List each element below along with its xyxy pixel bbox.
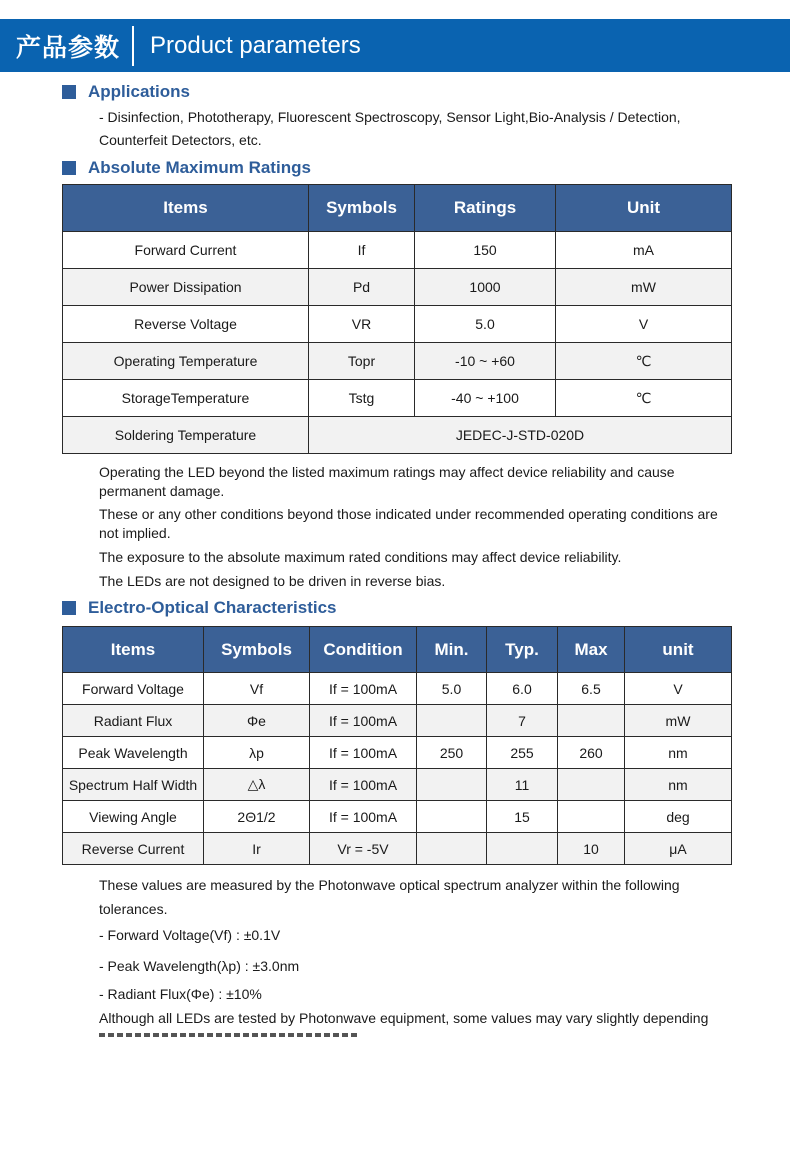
table-row [63,769,732,801]
clipped-text-strip [99,1033,359,1037]
eoc-max: 10 [558,833,625,865]
header-banner [0,19,790,72]
table-row [63,833,732,865]
tolerance-forward-voltage: - Forward Voltage(Vf) : ±0.1V [99,927,281,943]
tolerance-radiant-flux: - Radiant Flux(Φe) : ±10% [99,986,262,1002]
eoc-header-row [63,627,732,673]
eoc-typ: 11 [487,769,558,801]
square-bullet-icon [62,85,76,99]
applications-heading [62,82,190,102]
eoc-symbol: △λ [204,769,310,801]
table-row [63,343,732,380]
eoc-symbol: λp [204,737,310,769]
amr-solder-value: JEDEC-J-STD-020D [309,417,732,454]
amr-item: Operating Temperature [63,343,309,380]
amr-rating: 150 [415,232,556,269]
eoc-unit: nm [625,769,732,801]
amr-symbol: Tstg [309,380,415,417]
amr-heading [62,158,311,178]
table-row [63,417,732,454]
eoc-symbol: Vf [204,673,310,705]
amr-table [62,184,732,454]
applications-line-1: - Disinfection, Phototherapy, Fluorescent Spectroscopy, Sensor Light,Bio-Analysis / Detection, [99,109,681,125]
eoc-unit: nm [625,737,732,769]
eoc-symbol: 2Θ1/2 [204,801,310,833]
eoc-note-last: Although all LEDs are tested by Photonwave equipment, some values may vary slightly depending [99,1010,709,1026]
eoc-max [558,801,625,833]
banner-title-en: Product parameters [150,31,361,59]
eoc-item: Spectrum Half Width [63,769,204,801]
amr-col-unit: Unit [556,185,732,232]
eoc-min [417,801,487,833]
amr-note-2: These or any other conditions beyond those indicated under recommended operating conditions are not implied. [99,506,718,541]
eoc-condition: If = 100mA [310,769,417,801]
amr-symbol: If [309,232,415,269]
eoc-min: 5.0 [417,673,487,705]
amr-header-row [63,185,732,232]
eoc-item: Peak Wavelength [63,737,204,769]
amr-rating: 1000 [415,269,556,306]
amr-unit: mW [556,269,732,306]
eoc-col-items: Items [63,627,204,673]
eoc-item: Viewing Angle [63,801,204,833]
amr-unit: V [556,306,732,343]
table-row [63,673,732,705]
clipped-text-fragment [99,1033,359,1037]
amr-item: Forward Current [63,232,309,269]
eoc-condition: If = 100mA [310,673,417,705]
amr-note-3: The exposure to the absolute maximum rated conditions may affect device reliability. [99,549,622,565]
amr-item: Soldering Temperature [63,417,309,454]
amr-note-4: The LEDs are not designed to be driven in reverse bias. [99,573,446,589]
table-row [63,801,732,833]
table-row [63,269,732,306]
eoc-item: Radiant Flux [63,705,204,737]
eoc-unit: mW [625,705,732,737]
amr-title: Absolute Maximum Ratings [88,158,311,177]
eoc-min [417,833,487,865]
eoc-col-min: Min. [417,627,487,673]
amr-unit: ℃ [556,343,732,380]
square-bullet-icon [62,601,76,615]
eoc-typ: 255 [487,737,558,769]
eoc-symbol: Ir [204,833,310,865]
tolerance-peak-wavelength: - Peak Wavelength(λp) : ±3.0nm [99,958,300,974]
amr-note-1: Operating the LED beyond the listed maximum ratings may affect device reliability and cause permanent damage. [99,464,675,499]
eoc-col-max: Max [558,627,625,673]
table-row [63,705,732,737]
eoc-typ: 7 [487,705,558,737]
eoc-note-intro-1: These values are measured by the Photonwave optical spectrum analyzer within the following [99,877,680,893]
amr-col-ratings: Ratings [415,185,556,232]
table-row [63,306,732,343]
applications-line-2: Counterfeit Detectors, etc. [99,132,262,148]
amr-symbol: Topr [309,343,415,380]
eoc-heading [62,598,336,618]
eoc-col-condition: Condition [310,627,417,673]
eoc-item: Forward Voltage [63,673,204,705]
eoc-max [558,769,625,801]
amr-unit: ℃ [556,380,732,417]
amr-symbol: VR [309,306,415,343]
eoc-typ: 15 [487,801,558,833]
banner-title-cn: 产品参数 [16,32,121,62]
eoc-table [62,626,732,865]
eoc-unit: μA [625,833,732,865]
eoc-typ [487,833,558,865]
banner-divider [132,26,134,66]
eoc-note-intro-2: tolerances. [99,901,168,917]
eoc-col-typ: Typ. [487,627,558,673]
eoc-title: Electro-Optical Characteristics [88,598,337,617]
amr-rating: -10 ~ +60 [415,343,556,380]
eoc-max: 6.5 [558,673,625,705]
amr-item: Power Dissipation [63,269,309,306]
eoc-min: 250 [417,737,487,769]
applications-title: Applications [88,82,191,101]
amr-item: Reverse Voltage [63,306,309,343]
eoc-col-symbols: Symbols [204,627,310,673]
eoc-unit: deg [625,801,732,833]
eoc-condition: Vr = -5V [310,833,417,865]
eoc-max: 260 [558,737,625,769]
amr-item: StorageTemperature [63,380,309,417]
amr-rating: -40 ~ +100 [415,380,556,417]
amr-unit: mA [556,232,732,269]
table-row [63,232,732,269]
amr-rating: 5.0 [415,306,556,343]
eoc-min [417,705,487,737]
amr-col-items: Items [63,185,309,232]
square-bullet-icon [62,161,76,175]
eoc-condition: If = 100mA [310,705,417,737]
eoc-condition: If = 100mA [310,801,417,833]
eoc-symbol: Φe [204,705,310,737]
eoc-col-unit: unit [625,627,732,673]
eoc-min [417,769,487,801]
eoc-unit: V [625,673,732,705]
eoc-item: Reverse Current [63,833,204,865]
eoc-typ: 6.0 [487,673,558,705]
table-row [63,380,732,417]
amr-symbol: Pd [309,269,415,306]
amr-col-symbols: Symbols [309,185,415,232]
eoc-condition: If = 100mA [310,737,417,769]
table-row [63,737,732,769]
eoc-max [558,705,625,737]
